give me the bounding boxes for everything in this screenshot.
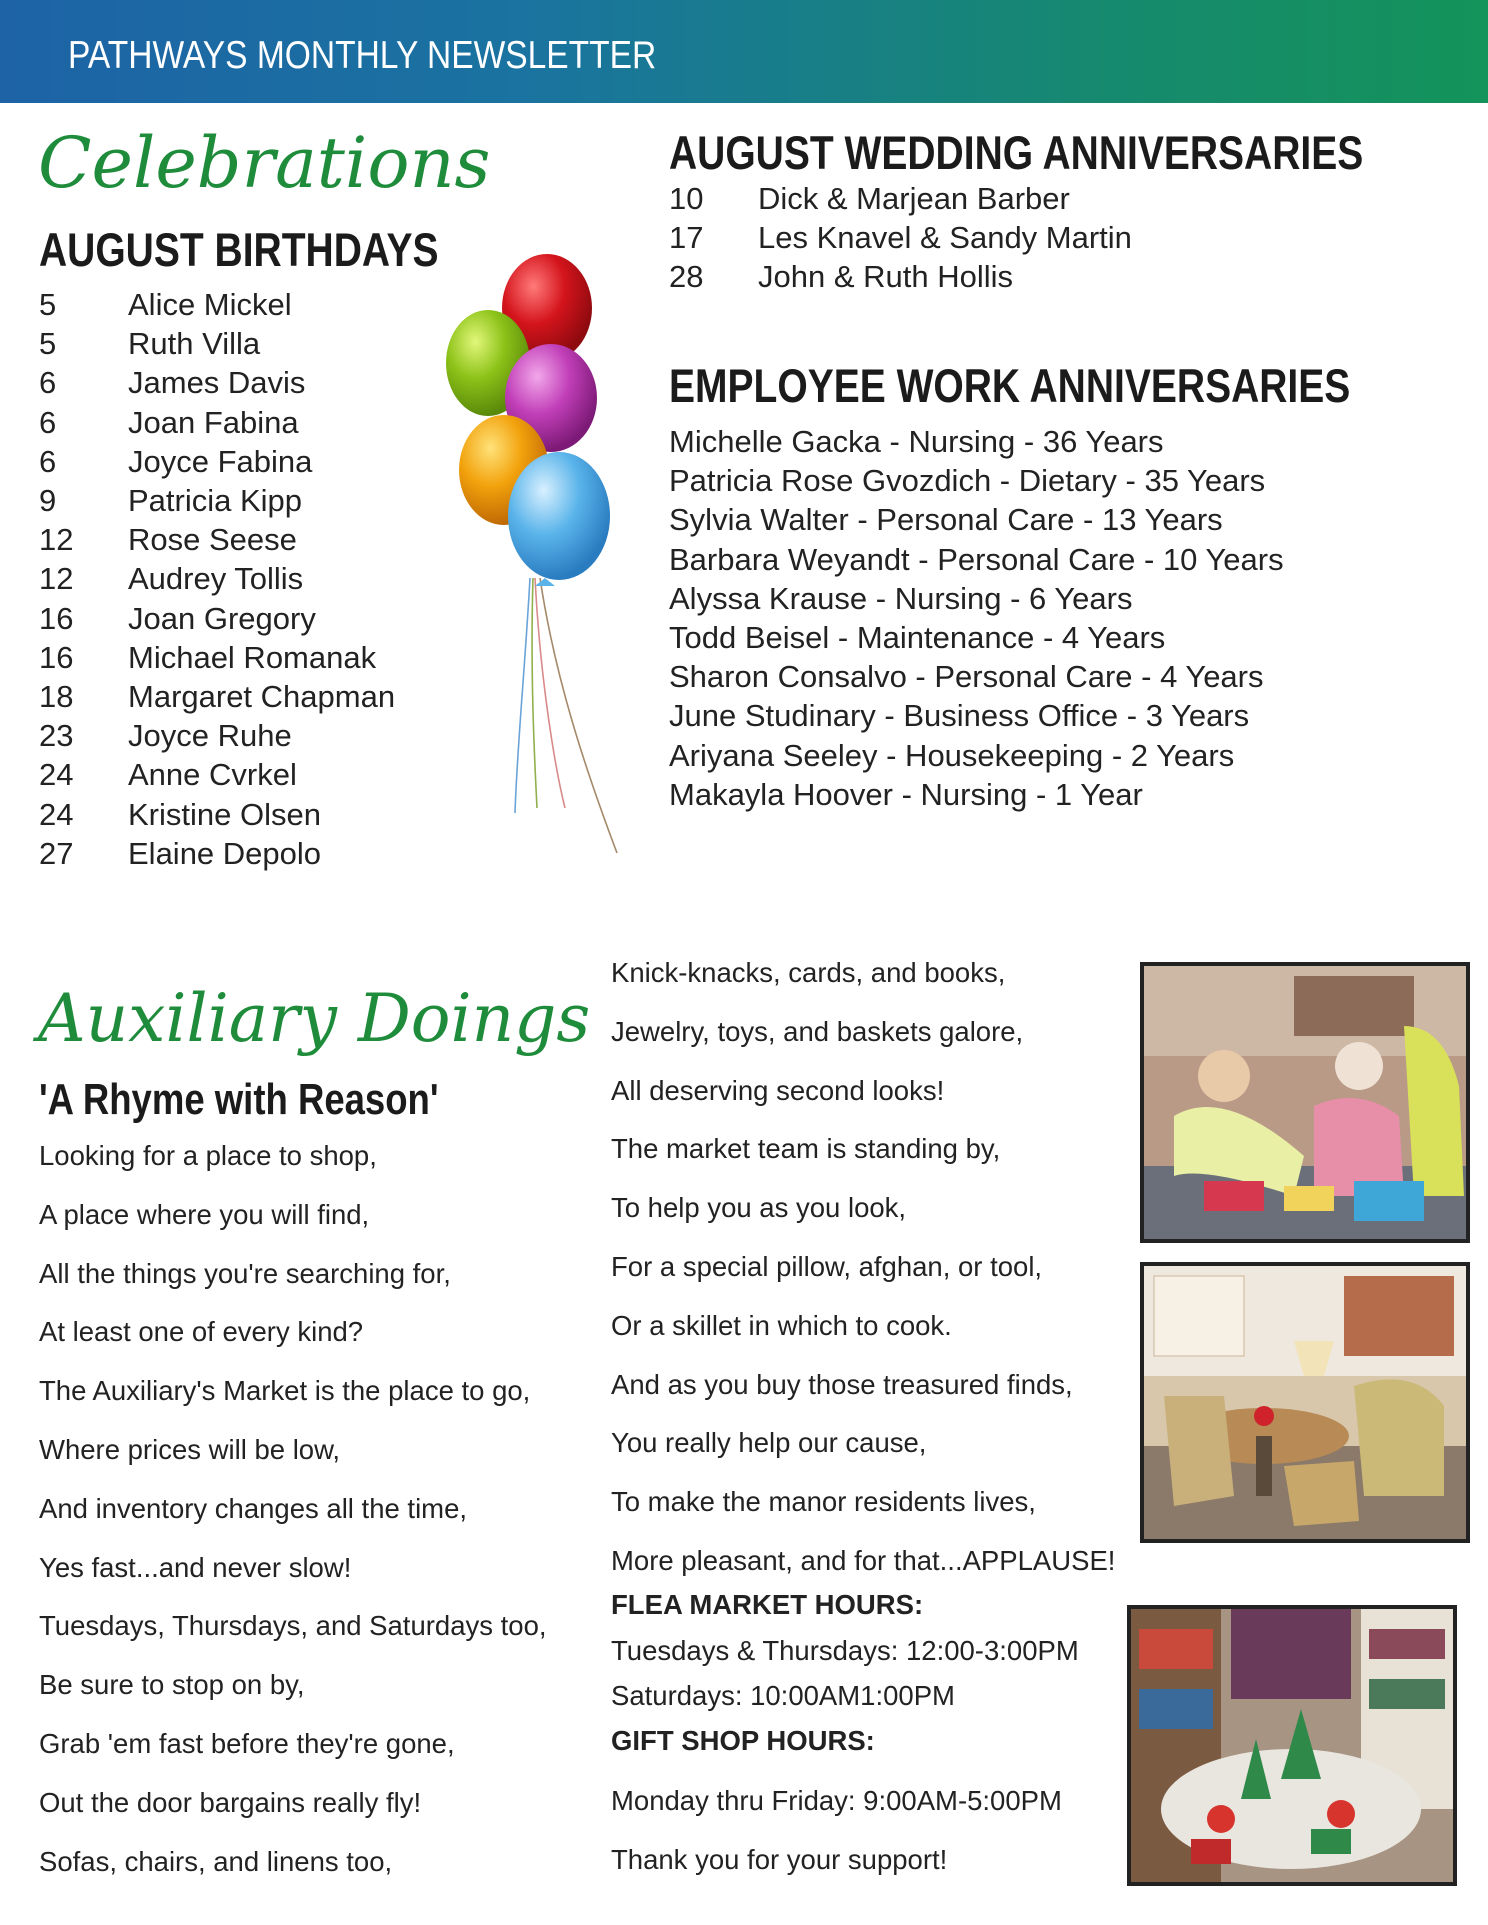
list-item-name: John & Ruth Hollis (758, 259, 1014, 295)
auxiliary-doings-script-title: Auxiliary Doings (38, 980, 591, 1057)
list-item-day: 5 (39, 326, 57, 362)
list-item (39, 716, 395, 755)
poem-line: Jewelry, toys, and baskets galore, (611, 1015, 1024, 1047)
list-item-name: Kristine Olsen (128, 796, 321, 832)
list-item (39, 481, 395, 520)
list-item-name: Joyce Fabina (128, 443, 313, 479)
gift-shop-hours-heading: GIFT SHOP HOURS: (611, 1725, 875, 1756)
gift-shop-display-photo (1127, 1605, 1457, 1886)
employee-anniversary-item: Makayla Hoover - Nursing - 1 Year (669, 776, 1143, 812)
list-item-day: 24 (39, 757, 74, 793)
list-item-day: 6 (39, 443, 57, 479)
list-item-name: Dick & Marjean Barber (758, 181, 1070, 216)
thank-you-note: Thank you for your support! (611, 1844, 948, 1875)
list-item-day: 18 (39, 679, 74, 715)
poem-line: All the things you're searching for, (39, 1257, 451, 1289)
list-item-name: Joyce Ruhe (128, 718, 292, 754)
gift-shop-hours-weekdays: Monday thru Friday: 9:00AM-5:00PM (611, 1785, 1062, 1816)
poem-line: You really help our cause, (611, 1427, 927, 1459)
list-item (39, 638, 395, 677)
furniture-room-photo (1140, 1262, 1470, 1543)
list-item (39, 403, 395, 442)
list-item (669, 218, 1132, 257)
list-item-name: Joan Gregory (128, 600, 316, 636)
list-item-day: 24 (39, 796, 74, 832)
poem-line: Sofas, chairs, and linens too, (39, 1845, 393, 1877)
employee-anniversary-item: June Studinary - Business Office - 3 Years (669, 698, 1250, 734)
poem-line: For a special pillow, afghan, or tool, (611, 1250, 1043, 1282)
list-item-day: 5 (39, 287, 57, 322)
newsletter-header-bar (0, 0, 1488, 103)
poem-line: Tuesdays, Thursdays, and Saturdays too, (39, 1610, 547, 1642)
list-item-day: 12 (39, 522, 74, 558)
poem-line: Be sure to stop on by, (39, 1669, 305, 1701)
employee-anniversary-item: Alyssa Krause - Nursing - 6 Years (669, 580, 1133, 616)
rhyme-subtitle: 'A Rhyme with Reason' (39, 1075, 439, 1124)
list-item-name: Rose Seese (128, 522, 297, 558)
list-item-name: Patricia Kipp (128, 483, 303, 519)
list-item-day: 16 (39, 600, 74, 636)
flea-market-hours-weekdays: Tuesdays & Thursdays: 12:00-3:00PM (611, 1635, 1079, 1666)
list-item (39, 520, 395, 559)
list-item-name: Michael Romanak (128, 639, 377, 675)
list-item-name: Audrey Tollis (128, 561, 304, 597)
employee-anniversary-item: Sharon Consalvo - Personal Care - 4 Years (669, 659, 1264, 695)
poem-line: All deserving second looks! (611, 1074, 945, 1106)
birthday-list (39, 285, 395, 873)
flea-market-hours-saturday: Saturdays: 10:00AM1:00PM (611, 1680, 955, 1711)
poem-left-column (39, 1127, 547, 1891)
list-item-day: 28 (669, 259, 704, 295)
list-item-name: James Davis (128, 365, 306, 401)
employee-anniversary-item: Michelle Gacka - Nursing - 36 Years (669, 424, 1164, 459)
list-item (39, 559, 395, 598)
wedding-anniversaries-heading: AUGUST WEDDING ANNIVERSARIES (669, 126, 1364, 179)
list-item (39, 677, 395, 716)
list-item (669, 257, 1132, 296)
list-item (39, 795, 395, 834)
list-item-day: 23 (39, 718, 74, 754)
list-item (39, 363, 395, 402)
poem-line: The Auxiliary's Market is the place to go, (39, 1375, 531, 1407)
employee-anniversary-item: Ariyana Seeley - Housekeeping - 2 Years (669, 737, 1235, 773)
poem-line: And as you buy those treasured finds, (611, 1368, 1073, 1400)
employee-anniversaries-heading: EMPLOYEE WORK ANNIVERSARIES (669, 359, 1351, 412)
list-item-name: Elaine Depolo (128, 835, 322, 871)
birthdays-heading: AUGUST BIRTHDAYS (39, 223, 439, 276)
list-item-day: 6 (39, 404, 57, 440)
flea-market-hours-heading: FLEA MARKET HOURS: (611, 1589, 924, 1620)
list-item-day: 17 (669, 220, 704, 256)
newsletter-title: PATHWAYS MONTHLY NEWSLETTER (68, 34, 657, 77)
list-item-day: 12 (39, 561, 74, 597)
poem-line: To help you as you look, (611, 1192, 907, 1224)
list-item-name: Ruth Villa (128, 326, 261, 362)
list-item-day: 16 (39, 639, 74, 675)
poem-line: The market team is standing by, (611, 1133, 1001, 1165)
poem-line: Looking for a place to shop, (39, 1140, 377, 1171)
celebrations-script-title: Celebrations (38, 122, 491, 204)
poem-line: A place where you will find, (39, 1198, 370, 1230)
poem-line: And inventory changes all the time, (39, 1492, 468, 1524)
employee-anniversary-item: Patricia Rose Gvozdich - Dietary - 35 Years (669, 463, 1266, 499)
poem-line: At least one of every kind? (39, 1316, 364, 1348)
list-item-name: Les Knavel & Sandy Martin (758, 220, 1132, 256)
list-item (39, 285, 395, 324)
poem-line: Grab 'em fast before they're gone, (39, 1727, 455, 1759)
market-volunteers-photo (1140, 962, 1470, 1243)
employee-anniversary-list (669, 422, 1284, 814)
poem-line: Out the door bargains really fly! (39, 1786, 422, 1818)
poem-line: Yes fast...and never slow! (39, 1551, 352, 1583)
list-item (39, 755, 395, 794)
wedding-anniversary-list (669, 179, 1132, 297)
poem-line: To make the manor residents lives, (611, 1486, 1036, 1518)
list-item (39, 834, 395, 873)
list-item (39, 442, 395, 481)
list-item (669, 179, 1132, 218)
list-item-name: Alice Mickel (128, 287, 292, 322)
poem-line: Knick-knacks, cards, and books, (611, 957, 1006, 988)
list-item-day: 9 (39, 483, 57, 519)
list-item (39, 324, 395, 363)
list-item-day: 6 (39, 365, 57, 401)
list-item-name: Joan Fabina (128, 404, 299, 440)
employee-anniversary-item: Barbara Weyandt - Personal Care - 10 Years (669, 541, 1284, 577)
list-item-day: 27 (39, 835, 74, 871)
poem-line: More pleasant, and for that...APPLAUSE! (611, 1544, 1116, 1576)
list-item-name: Anne Cvrkel (128, 757, 297, 793)
poem-line: Or a skillet in which to cook. (611, 1309, 952, 1341)
poem-right-column (611, 944, 1115, 1591)
employee-anniversary-item: Sylvia Walter - Personal Care - 13 Years (669, 502, 1223, 538)
list-item (39, 599, 395, 638)
balloons-illustration (445, 248, 625, 858)
poem-line: Where prices will be low, (39, 1433, 341, 1465)
list-item-day: 10 (669, 181, 704, 216)
list-item-name: Margaret Chapman (128, 679, 396, 715)
employee-anniversary-item: Todd Beisel - Maintenance - 4 Years (669, 620, 1166, 656)
